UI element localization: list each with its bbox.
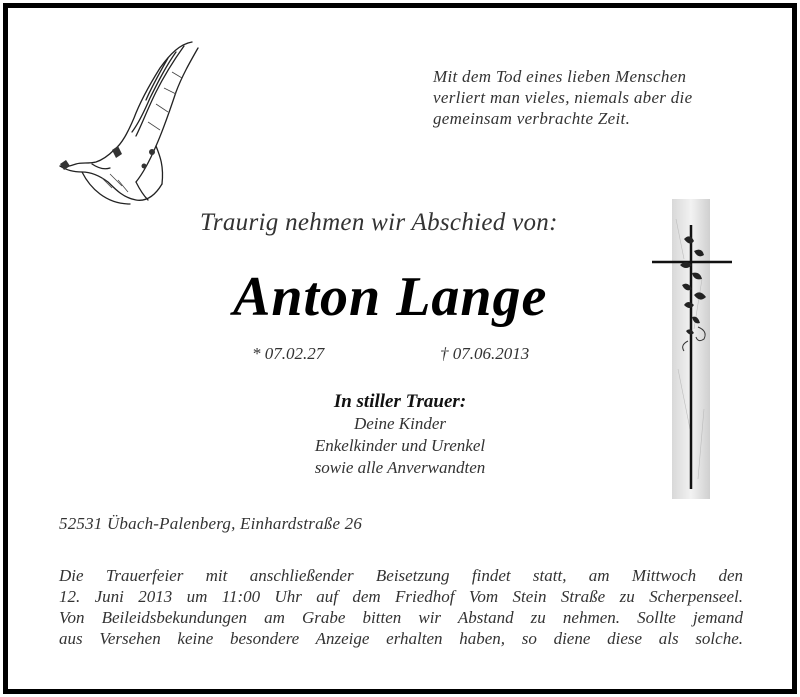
farewell-heading: Traurig nehmen wir Abschied von: [200,209,558,236]
quote-line: gemeinsam verbrachte Zeit. [433,109,631,128]
info-line: Die Trauerfeier mit anschließender Beisetzung findet statt, am Mittwoch den [59,566,743,585]
info-line: 12. Juni 2013 um 11:00 Uhr auf dem Friedhof Vom Stein Straße zu Scherpenseel. [59,587,743,606]
mourners-title: In stiller Trauer: [333,391,467,412]
mourners-line: Deine Kinder [353,414,447,433]
memorial-quote [433,66,763,129]
praying-hands-icon [52,32,202,208]
quote-line: Mit dem Tod eines lieben Menschen [433,67,687,86]
mourners-line: sowie alle Anverwandten [314,458,486,477]
funeral-information [59,565,743,649]
deceased-name: Anton Lange [233,266,548,328]
address: 52531 Übach-Palenberg, Einhardstraße 26 [59,514,363,533]
info-line: aus Versehen keine besondere Anzeige erhalten haben, so diene diese als solche. [59,629,743,648]
death-date: † 07.06.2013 [440,344,530,363]
cross-with-ivy-icon [650,199,736,499]
birth-date: * 07.02.27 [252,344,325,363]
quote-line: verliert man vieles, niemals aber die [433,88,693,107]
mourners-line: Enkelkinder und Urenkel [314,436,486,455]
info-line: Von Beileidsbekundungen am Grabe bitten wir Abstand zu nehmen. Sollte jemand [59,608,743,627]
mourners-block [250,391,550,479]
